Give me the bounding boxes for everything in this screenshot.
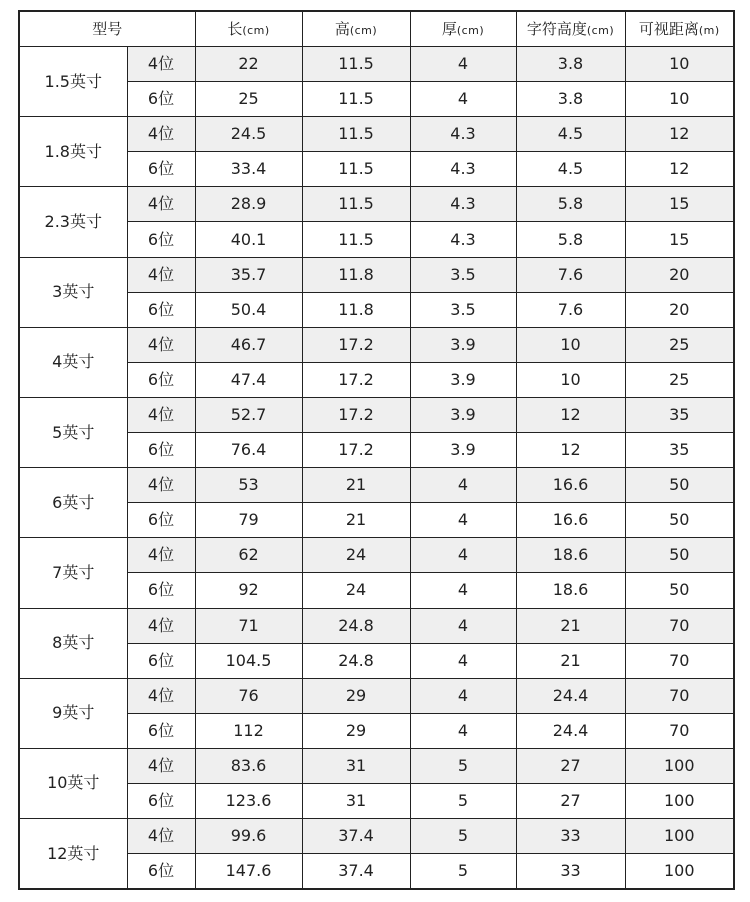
header-height xyxy=(302,11,410,47)
distance-cell: 25 xyxy=(625,327,734,362)
char-height-cell: 7.6 xyxy=(516,257,625,292)
digits-cell: 6位 xyxy=(127,783,195,818)
distance-cell: 25 xyxy=(625,362,734,397)
char-height-cell: 33 xyxy=(516,854,625,889)
char-height-cell: 33 xyxy=(516,819,625,854)
table-row xyxy=(19,608,734,643)
thickness-cell: 3.5 xyxy=(410,292,516,327)
header-thickness-label: 厚 xyxy=(441,19,457,38)
char-height-cell: 27 xyxy=(516,783,625,818)
char-height-cell: 5.8 xyxy=(516,222,625,257)
digits-cell: 4位 xyxy=(127,257,195,292)
distance-cell: 15 xyxy=(625,187,734,222)
table-row xyxy=(19,433,734,468)
table-row xyxy=(19,854,734,889)
height-cell: 21 xyxy=(302,468,410,503)
digits-cell: 4位 xyxy=(127,187,195,222)
distance-cell: 100 xyxy=(625,783,734,818)
char-height-cell: 12 xyxy=(516,397,625,432)
table-row xyxy=(19,292,734,327)
char-height-cell: 10 xyxy=(516,327,625,362)
model-cell: 8英寸 xyxy=(19,608,127,678)
thickness-cell: 4 xyxy=(410,468,516,503)
distance-cell: 50 xyxy=(625,538,734,573)
height-cell: 24.8 xyxy=(302,643,410,678)
table-row xyxy=(19,783,734,818)
height-cell: 24 xyxy=(302,538,410,573)
thickness-cell: 5 xyxy=(410,783,516,818)
header-row xyxy=(19,11,734,47)
char-height-cell: 24.4 xyxy=(516,678,625,713)
thickness-cell: 4.3 xyxy=(410,187,516,222)
thickness-cell: 3.9 xyxy=(410,397,516,432)
length-cell: 92 xyxy=(195,573,302,608)
model-cell: 4英寸 xyxy=(19,327,127,397)
distance-cell: 10 xyxy=(625,47,734,82)
height-cell: 21 xyxy=(302,503,410,538)
char-height-cell: 4.5 xyxy=(516,117,625,152)
thickness-cell: 4.3 xyxy=(410,222,516,257)
table-row xyxy=(19,117,734,152)
char-height-cell: 5.8 xyxy=(516,187,625,222)
table-row xyxy=(19,538,734,573)
header-length-unit: (cm) xyxy=(242,23,270,37)
distance-cell: 12 xyxy=(625,152,734,187)
table-row xyxy=(19,187,734,222)
distance-cell: 50 xyxy=(625,468,734,503)
table-row xyxy=(19,327,734,362)
header-view-distance-label: 可视距离 xyxy=(638,19,699,38)
distance-cell: 70 xyxy=(625,678,734,713)
height-cell: 29 xyxy=(302,678,410,713)
distance-cell: 20 xyxy=(625,292,734,327)
table-row xyxy=(19,573,734,608)
height-cell: 11.5 xyxy=(302,47,410,82)
distance-cell: 100 xyxy=(625,854,734,889)
digits-cell: 4位 xyxy=(127,397,195,432)
distance-cell: 10 xyxy=(625,82,734,117)
thickness-cell: 4 xyxy=(410,538,516,573)
thickness-cell: 4.3 xyxy=(410,117,516,152)
char-height-cell: 16.6 xyxy=(516,468,625,503)
height-cell: 31 xyxy=(302,783,410,818)
height-cell: 11.8 xyxy=(302,257,410,292)
length-cell: 25 xyxy=(195,82,302,117)
table-row xyxy=(19,257,734,292)
model-cell: 12英寸 xyxy=(19,819,127,889)
length-cell: 28.9 xyxy=(195,187,302,222)
table-row xyxy=(19,468,734,503)
distance-cell: 100 xyxy=(625,748,734,783)
header-model: 型号 xyxy=(19,11,195,47)
height-cell: 37.4 xyxy=(302,854,410,889)
char-height-cell: 21 xyxy=(516,643,625,678)
distance-cell: 70 xyxy=(625,713,734,748)
height-cell: 11.8 xyxy=(302,292,410,327)
thickness-cell: 3.9 xyxy=(410,362,516,397)
digits-cell: 4位 xyxy=(127,819,195,854)
header-view-distance-unit: (m) xyxy=(698,23,720,37)
thickness-cell: 4 xyxy=(410,503,516,538)
thickness-cell: 4 xyxy=(410,573,516,608)
header-thickness-unit: (cm) xyxy=(456,23,485,37)
char-height-cell: 16.6 xyxy=(516,503,625,538)
table-row xyxy=(19,819,734,854)
thickness-cell: 4.3 xyxy=(410,152,516,187)
model-cell: 6英寸 xyxy=(19,468,127,538)
digits-cell: 6位 xyxy=(127,643,195,678)
digits-cell: 6位 xyxy=(127,854,195,889)
length-cell: 62 xyxy=(195,538,302,573)
height-cell: 17.2 xyxy=(302,433,410,468)
height-cell: 17.2 xyxy=(302,362,410,397)
height-cell: 24.8 xyxy=(302,608,410,643)
char-height-cell: 7.6 xyxy=(516,292,625,327)
thickness-cell: 5 xyxy=(410,819,516,854)
length-cell: 52.7 xyxy=(195,397,302,432)
height-cell: 11.5 xyxy=(302,117,410,152)
height-cell: 11.5 xyxy=(302,187,410,222)
spec-table xyxy=(18,10,735,890)
model-cell: 5英寸 xyxy=(19,397,127,467)
digits-cell: 6位 xyxy=(127,82,195,117)
length-cell: 104.5 xyxy=(195,643,302,678)
length-cell: 123.6 xyxy=(195,783,302,818)
distance-cell: 50 xyxy=(625,573,734,608)
distance-cell: 20 xyxy=(625,257,734,292)
table-row xyxy=(19,503,734,538)
table-row xyxy=(19,152,734,187)
header-char-height-label: 字符高度 xyxy=(526,19,587,38)
thickness-cell: 4 xyxy=(410,608,516,643)
distance-cell: 100 xyxy=(625,819,734,854)
char-height-cell: 12 xyxy=(516,433,625,468)
table-row xyxy=(19,222,734,257)
digits-cell: 4位 xyxy=(127,608,195,643)
model-cell: 2.3英寸 xyxy=(19,187,127,257)
model-cell: 1.5英寸 xyxy=(19,47,127,117)
distance-cell: 70 xyxy=(625,608,734,643)
length-cell: 71 xyxy=(195,608,302,643)
length-cell: 50.4 xyxy=(195,292,302,327)
length-cell: 47.4 xyxy=(195,362,302,397)
height-cell: 29 xyxy=(302,713,410,748)
length-cell: 147.6 xyxy=(195,854,302,889)
char-height-cell: 3.8 xyxy=(516,47,625,82)
height-cell: 31 xyxy=(302,748,410,783)
height-cell: 37.4 xyxy=(302,819,410,854)
thickness-cell: 3.9 xyxy=(410,327,516,362)
table-row xyxy=(19,748,734,783)
model-cell: 9英寸 xyxy=(19,678,127,748)
char-height-cell: 10 xyxy=(516,362,625,397)
table-row xyxy=(19,643,734,678)
model-cell: 7英寸 xyxy=(19,538,127,608)
distance-cell: 12 xyxy=(625,117,734,152)
digits-cell: 4位 xyxy=(127,47,195,82)
height-cell: 17.2 xyxy=(302,327,410,362)
thickness-cell: 3.5 xyxy=(410,257,516,292)
length-cell: 35.7 xyxy=(195,257,302,292)
table-body xyxy=(19,47,734,890)
header-length-label: 长 xyxy=(227,19,243,38)
model-cell: 10英寸 xyxy=(19,748,127,818)
digits-cell: 4位 xyxy=(127,538,195,573)
thickness-cell: 4 xyxy=(410,713,516,748)
height-cell: 17.2 xyxy=(302,397,410,432)
char-height-cell: 27 xyxy=(516,748,625,783)
digits-cell: 6位 xyxy=(127,222,195,257)
length-cell: 76.4 xyxy=(195,433,302,468)
header-view-distance xyxy=(625,11,734,47)
length-cell: 46.7 xyxy=(195,327,302,362)
digits-cell: 6位 xyxy=(127,292,195,327)
char-height-cell: 3.8 xyxy=(516,82,625,117)
length-cell: 112 xyxy=(195,713,302,748)
height-cell: 11.5 xyxy=(302,152,410,187)
length-cell: 22 xyxy=(195,47,302,82)
digits-cell: 6位 xyxy=(127,713,195,748)
char-height-cell: 21 xyxy=(516,608,625,643)
thickness-cell: 4 xyxy=(410,47,516,82)
distance-cell: 70 xyxy=(625,643,734,678)
header-height-label: 高 xyxy=(334,19,350,38)
char-height-cell: 24.4 xyxy=(516,713,625,748)
thickness-cell: 5 xyxy=(410,854,516,889)
thickness-cell: 4 xyxy=(410,82,516,117)
length-cell: 83.6 xyxy=(195,748,302,783)
table-row xyxy=(19,82,734,117)
header-length xyxy=(195,11,302,47)
digits-cell: 6位 xyxy=(127,573,195,608)
char-height-cell: 18.6 xyxy=(516,573,625,608)
length-cell: 76 xyxy=(195,678,302,713)
thickness-cell: 5 xyxy=(410,748,516,783)
digits-cell: 6位 xyxy=(127,433,195,468)
distance-cell: 35 xyxy=(625,397,734,432)
table-row xyxy=(19,678,734,713)
digits-cell: 4位 xyxy=(127,468,195,503)
model-cell: 1.8英寸 xyxy=(19,117,127,187)
header-thickness xyxy=(410,11,516,47)
digits-cell: 6位 xyxy=(127,503,195,538)
thickness-cell: 4 xyxy=(410,678,516,713)
model-cell: 3英寸 xyxy=(19,257,127,327)
thickness-cell: 3.9 xyxy=(410,433,516,468)
table-row xyxy=(19,397,734,432)
table-row xyxy=(19,362,734,397)
thickness-cell: 4 xyxy=(410,643,516,678)
char-height-cell: 18.6 xyxy=(516,538,625,573)
distance-cell: 15 xyxy=(625,222,734,257)
distance-cell: 35 xyxy=(625,433,734,468)
height-cell: 24 xyxy=(302,573,410,608)
table-row xyxy=(19,47,734,82)
length-cell: 79 xyxy=(195,503,302,538)
distance-cell: 50 xyxy=(625,503,734,538)
digits-cell: 6位 xyxy=(127,362,195,397)
digits-cell: 4位 xyxy=(127,678,195,713)
header-height-unit: (cm) xyxy=(349,23,378,37)
digits-cell: 4位 xyxy=(127,748,195,783)
height-cell: 11.5 xyxy=(302,82,410,117)
header-char-height-unit: (cm) xyxy=(586,23,615,37)
digits-cell: 4位 xyxy=(127,327,195,362)
table-row xyxy=(19,713,734,748)
char-height-cell: 4.5 xyxy=(516,152,625,187)
height-cell: 11.5 xyxy=(302,222,410,257)
length-cell: 53 xyxy=(195,468,302,503)
digits-cell: 6位 xyxy=(127,152,195,187)
length-cell: 33.4 xyxy=(195,152,302,187)
digits-cell: 4位 xyxy=(127,117,195,152)
header-char-height xyxy=(516,11,625,47)
length-cell: 99.6 xyxy=(195,819,302,854)
length-cell: 40.1 xyxy=(195,222,302,257)
length-cell: 24.5 xyxy=(195,117,302,152)
